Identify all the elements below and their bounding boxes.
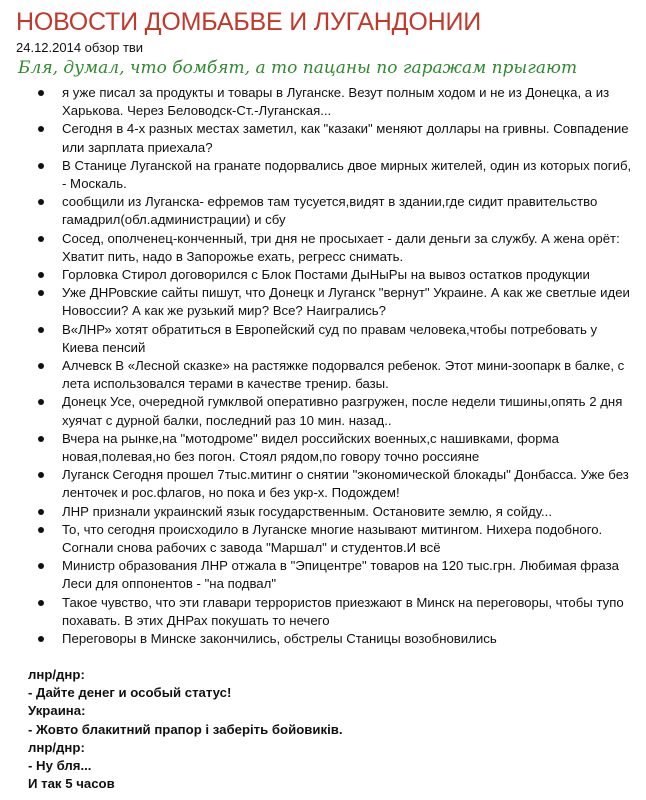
news-item: В«ЛНР» хотят обратиться в Европейский суд по правам человека,чтобы потребовать у Киева пенсий (36, 321, 632, 357)
news-item: Переговоры в Минске закончились, обстрелы Станицы возобновились (36, 630, 632, 648)
dialog-block (28, 666, 628, 793)
news-item: Вчера на рынке,на "мотодроме" видел российских военных,с нашивками, форма новая,полевая,но без погон. Стоял рядом,по говору точно россияне (36, 430, 632, 466)
news-item: В Станице Луганской на гранате подорвались двое мирных жителей, один из которых погиб, - Москаль. (36, 157, 632, 193)
dialog-line: - Ну бля... (28, 758, 92, 774)
news-item: Сегодня в 4-х разных местах заметил, как "казаки" меняют доллары на гривны. Совпадение или зарплата приехала? (36, 120, 632, 156)
dialog-line: И так 5 часов (28, 776, 115, 792)
news-item: я уже писал за продукты и товары в Луганске. Везут полным ходом и не из Донецка, а из Харькова. Через Беловодск-Ст.-Луганская... (36, 84, 632, 120)
date-line: 24.12.2014 обзор тви (16, 40, 144, 55)
news-item: ЛНР признали украинский язык государственным. Остановите землю, я сойду... (36, 503, 632, 521)
news-item: сообщили из Луганска- ефремов там тусуется,видят в здании,где сидит правительство гамадрил(обл.администрации) и сбу (36, 193, 632, 229)
news-item: Донецк Усе, очередной гумклвой оперативно разгружен, после недели тишины,опять 2 дня хуячат с дурной балки, последний раз 10 мин. назад.. (36, 393, 632, 429)
news-item: Уже ДНРовские сайты пишут, что Донецк и Луганск "вернут" Украине. А как же светлые идеи Новоссии? А как же рузький мир? Все? Наигрались? (36, 284, 632, 320)
dialog-line: - Дайте денег и особый статус! (28, 685, 232, 701)
news-item: Министр образования ЛНР отжала в "Эпицентре" товаров на 120 тыс.грн. Любимая фраза Леси для оппонентов - "на подвал" (36, 557, 632, 593)
dialog-line: Украина: (28, 703, 86, 719)
news-item: Такое чувство, что эти главари террористов приезжают в Минск на переговоры, чтобы тупо похавать. В этих ДНРах покушать то нечего (36, 594, 632, 630)
news-item: Луганск Сегодня прошел 7тыс.митинг о снятии "экономической блокады" Донбасса. Уже без ленточек и рос.флагов, но пока и без укр-х. Подождем! (36, 466, 632, 502)
page-title: НОВОСТИ ДОМБАБВЕ И ЛУГАНДОНИИ (16, 8, 482, 36)
news-item: Горловка Стирол договорился с Блок Постами ДыНыРы на вывоз остатков продукции (36, 266, 632, 284)
dialog-line: лнр/днр: (28, 667, 85, 682)
subtitle-quote: Бля, думал, что бомбят, а то пацаны по гаражам прыгают (18, 58, 578, 78)
news-item: Алчевск В «Лесной сказке» на растяжке подорвался ребенок. Этот мини-зоопарк в балке, с лета использовался терами в качестве тренир. базы. (36, 357, 632, 393)
dialog-line: - Жовто блакитний прапор і заберіть бойовиків. (28, 721, 343, 737)
news-item: Сосед, ополченец-конченный, три дня не просыхает - дали деньги за службу. А жена орёт: Хватит пить, надо в Запорожье ехать, регресс снимать. (36, 230, 632, 266)
news-list (36, 84, 632, 648)
news-item: То, что сегодня происходило в Луганске многие называют митингом. Нихера подобного. Согнали снова рабочих с завода "Маршал" и студентов.И всё (36, 521, 632, 557)
dialog-line: лнр/днр: (28, 739, 85, 755)
